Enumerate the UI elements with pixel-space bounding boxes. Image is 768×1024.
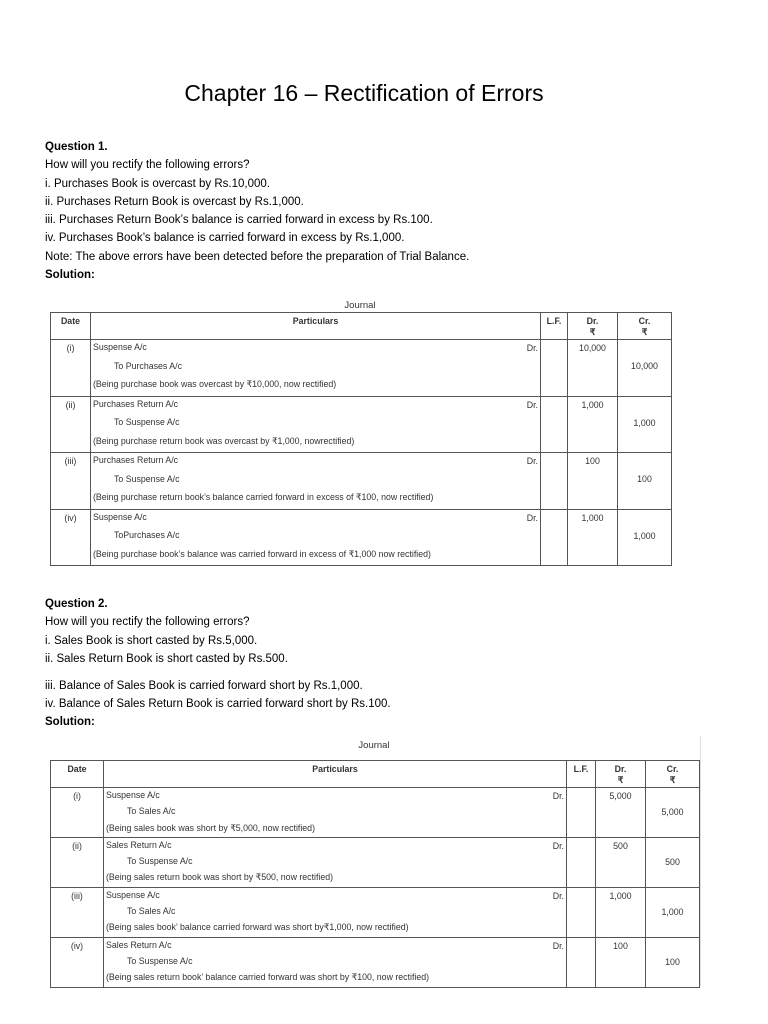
entry-lf — [567, 837, 596, 887]
table-row — [51, 453, 672, 510]
solution-label: Solution: — [45, 716, 95, 729]
credit-amount: 1,000 — [646, 887, 700, 937]
debit-account: Purchases Return A/c — [93, 455, 179, 465]
narration: (Being sales book was short by ₹5,000, now rectified) — [106, 822, 316, 833]
debit-amount: 500 — [596, 837, 646, 887]
entry-lf — [567, 887, 596, 937]
narration: (Being sales return book was short by ₹500, now rectified) — [106, 872, 334, 883]
journal-title: Journal — [358, 740, 390, 751]
narration: (Being purchase return book’s balance carried forward in excess of ₹100, now rectified) — [93, 492, 434, 502]
entry-lf — [541, 396, 568, 453]
question-text: How will you rectify the following errors? — [45, 159, 250, 172]
dr-mark: Dr. — [526, 512, 538, 523]
credit-account: To Sales A/c — [127, 806, 176, 817]
credit-account: To Suspense A/c — [127, 955, 193, 966]
entry-date: (iii) — [51, 887, 104, 937]
header-cr: Cr. ₹ — [618, 313, 672, 340]
table-row — [51, 396, 672, 453]
credit-amount: 500 — [646, 837, 700, 887]
entry-date: (ii) — [51, 396, 91, 453]
entry-particulars — [104, 837, 567, 887]
journal-table-2 — [50, 760, 700, 988]
debit-account: Suspense A/c — [106, 790, 160, 800]
credit-amount: 100 — [646, 937, 700, 987]
header-dr: Dr. ₹ — [596, 761, 646, 788]
rupee-icon: ₹ — [641, 327, 648, 337]
entry-particulars — [104, 788, 567, 838]
credit-account: To Suspense A/c — [114, 473, 180, 484]
credit-account: To Suspense A/c — [114, 417, 180, 427]
debit-amount: 100 — [568, 453, 618, 510]
entry-lf — [541, 340, 568, 397]
narration: (Being purchase return book was overcast by ₹1,000, nowrectified) — [93, 435, 355, 446]
credit-account: ToPurchases A/c — [114, 530, 180, 540]
entry-particulars — [91, 340, 541, 397]
question-note: Note: The above errors have been detected before the preparation of Trial Balance. — [45, 250, 470, 263]
rupee-icon: ₹ — [669, 775, 676, 785]
rupee-icon: ₹ — [589, 327, 596, 337]
entry-particulars — [104, 887, 567, 937]
credit-amount: 5,000 — [646, 788, 700, 838]
entry-date: (ii) — [51, 837, 104, 887]
journal-title: Journal — [344, 300, 376, 311]
question-text: iii. Balance of Sales Book is carried forward short by Rs.1,000. — [45, 679, 363, 692]
entry-date: (i) — [51, 340, 91, 397]
debit-amount: 5,000 — [596, 788, 646, 838]
narration: (Being purchase book was overcast by ₹10,000, now rectified) — [93, 379, 337, 389]
debit-account: Sales Return A/c — [106, 839, 172, 850]
question-text: iii. Purchases Return Book’s balance is carried forward in excess by Rs.100. — [45, 214, 433, 227]
dr-mark: Dr. — [552, 840, 564, 851]
page-edge-line — [700, 736, 701, 986]
debit-account: Sales Return A/c — [106, 939, 172, 950]
question-2 — [45, 595, 391, 732]
entry-particulars — [104, 937, 567, 987]
header-lf: L.F. — [567, 761, 596, 788]
page-title: Chapter 16 – Rectification of Errors — [184, 80, 544, 106]
dr-mark: Dr. — [552, 890, 564, 901]
credit-amount: 100 — [618, 453, 672, 510]
dr-mark: Dr. — [526, 343, 538, 353]
entry-date: (iv) — [51, 509, 91, 566]
table-row — [51, 340, 672, 397]
table-row — [51, 509, 672, 566]
credit-amount: 1,000 — [618, 396, 672, 453]
question-1 — [45, 138, 469, 284]
header-dr: Dr. ₹ — [568, 313, 618, 340]
header-date: Date — [51, 313, 91, 340]
entry-lf — [541, 453, 568, 510]
table-row — [51, 788, 700, 838]
question-text: How will you rectify the following errors? — [45, 616, 250, 629]
dr-mark: Dr. — [552, 791, 564, 801]
question-text: iv. Purchases Book’s balance is carried forward in excess by Rs.1,000. — [45, 232, 405, 245]
question-text: ii. Sales Return Book is short casted by Rs.500. — [45, 652, 288, 665]
question-text: i. Purchases Book is overcast by Rs.10,000. — [45, 177, 270, 190]
solution-label: Solution: — [45, 269, 95, 282]
header-date: Date — [51, 761, 104, 788]
journal-table-1 — [50, 312, 672, 566]
narration: (Being purchase book’s balance was carried forward in excess of ₹1,000 now rectified) — [93, 548, 431, 559]
entry-particulars — [91, 509, 541, 566]
entry-date: (iv) — [51, 937, 104, 987]
dr-mark: Dr. — [552, 940, 564, 951]
question-text: iv. Balance of Sales Return Book is carried forward short by Rs.100. — [45, 697, 391, 710]
entry-particulars — [91, 453, 541, 510]
debit-account: Purchases Return A/c — [93, 398, 179, 409]
debit-amount: 1,000 — [568, 509, 618, 566]
debit-amount: 100 — [596, 937, 646, 987]
header-particulars: Particulars — [91, 313, 541, 340]
credit-account: To Suspense A/c — [127, 856, 193, 867]
narration: (Being sales return book’ balance carried forward was short by ₹100, now rectified) — [106, 972, 430, 983]
entry-lf — [567, 788, 596, 838]
debit-account: Suspense A/c — [93, 342, 147, 352]
question-text: i. Sales Book is short casted by Rs.5,000. — [45, 634, 258, 647]
debit-amount: 1,000 — [596, 887, 646, 937]
credit-amount: 10,000 — [618, 340, 672, 397]
credit-account: To Sales A/c — [127, 906, 176, 917]
question-heading: Question 1. — [45, 141, 108, 153]
table-row — [51, 837, 700, 887]
header-cr: Cr. ₹ — [646, 761, 700, 788]
entry-date: (iii) — [51, 453, 91, 510]
entry-lf — [541, 509, 568, 566]
entry-particulars — [91, 396, 541, 453]
debit-account: Suspense A/c — [93, 511, 147, 522]
debit-amount: 1,000 — [568, 396, 618, 453]
narration: (Being sales book’ balance carried forward was short by₹1,000, now rectified) — [106, 922, 409, 933]
entry-lf — [567, 937, 596, 987]
question-heading: Question 2. — [45, 598, 108, 610]
credit-account: To Purchases A/c — [114, 360, 182, 371]
header-lf: L.F. — [541, 313, 568, 340]
question-text: ii. Purchases Return Book is overcast by Rs.1,000. — [45, 195, 304, 208]
header-particulars: Particulars — [104, 761, 567, 788]
rupee-icon: ₹ — [617, 775, 624, 785]
debit-amount: 10,000 — [568, 340, 618, 397]
dr-mark: Dr. — [526, 456, 538, 466]
debit-account: Suspense A/c — [106, 889, 160, 900]
entry-date: (i) — [51, 788, 104, 838]
table-row — [51, 887, 700, 937]
dr-mark: Dr. — [526, 399, 538, 410]
table-row — [51, 937, 700, 987]
credit-amount: 1,000 — [618, 509, 672, 566]
